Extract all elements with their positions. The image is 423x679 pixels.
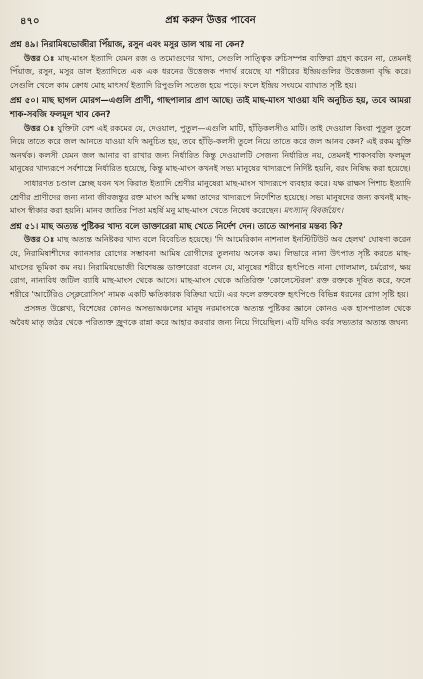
answer-label: উত্তর ঃ — [24, 53, 55, 63]
page-number: ৪৭০ — [20, 16, 40, 27]
answer-text: মাছ অত্যন্ত অনিষ্টকর খাদ্য বলে বিবেচিত হয়েছে। 'দি আমেরিকান নাশনাল ইনস্টিটিউট অব হেলথ' ঘোষণা করেন যে, নিরামিষাশীদের ক্যানসার রোগের সম্ভাবনা আমিষ রোগীদের তুলনায় অনেক কম। লিভারে নানা উৎপাত সৃষ্টি করতে মাছ-মাংসের ভূমিকা কম নয়। নিরামিষভোজী বিশেষজ্ঞ ডাক্তারেরা বলেন যে, মানুষের শরীরে হৃৎপিণ্ডে নানা গোলমাল, চর্মরোগ, ক্ষয় রোগ, নানাবিধ জটিল ব্যাধি মাছ-মাংস থেকে আসে। মাছ-মাংস থেকে অতিরিক্ত 'কোলেস্টেরল' রক্ত রক্তকে দূষিত করে, ফলে শরীরে 'আর্টেরিও স্ক্লেরোসিস' নামক একটি ক্ষতিকারক বিক্রিয়া ঘটে। এর ফলে রক্তবেক্ত হৃৎপিণ্ডে বিভিন্ন ধরনের রোগ সৃষ্টি হয়। — [10, 235, 412, 299]
question-heading: প্রশ্ন ৪৯। নিরামিষভোজীরা পিঁয়াজ, রসুন এবং মসুর ডাল খায় না কেন? — [10, 39, 245, 49]
answer-paragraph — [10, 122, 411, 176]
question-heading: প্রশ্ন ৫১। মাছ অত্যন্ত পুষ্টিকর খাদ্য বলে ডাক্তারেরা মাছ খেতে নির্দেশ দেন। তাতে আপনার মন্তব্য কি? — [10, 220, 343, 231]
question-heading: প্রশ্ন ৫০। মাছ ছাগল মোরগ—এগুলি প্রাণী, গাছপালার প্রাণ আছে। তাই মাছ-মাংস খাওয়া যদি অনুচিত হয়, তবে আমরা শাক-সবজি ফলমূল খাব কেন? — [10, 95, 411, 119]
body-paragraph — [10, 177, 411, 218]
page-content — [10, 38, 411, 329]
answer-label: উত্তর ঃ — [24, 123, 55, 133]
answer-text: মাছ-মাংস ইত্যাদি যেমন রজ ও তমোগুণের খাদ্য, সেগুলি সাত্ত্বিক রুচিসম্পন্ন ব্যক্তিরা গ্রহণ করেন না, তেমনই পিঁয়াজ, রসুন, মসুর ডাল ইত্যাদিতে এক এক ধরনের উত্তেজক পদার্থ রয়েছে যা শরীরের ইন্দ্রিয়গুলির উত্তেজনা বৃদ্ধি করে। সেগুলি খেলে কাম ক্রোধ মোহ মাৎসর্য ইত্যাদি রিপুগুলি সতেজ হয়ে পড়ে। ফলে ইন্দ্রিয় সংযমে ব্যাঘাত সৃষ্টি হয়। — [10, 53, 411, 90]
page-header — [10, 6, 411, 36]
paragraph-text: প্রসঙ্গত উল্লেখ্য, বিশেষের কোনও অসভ্যঅঞ্চলের মানুষ নরমাংসকে অত্যন্ত পুষ্টিকর জ্ঞানে কোনও এক হাসপাতাল থেকে অবৈধ মাতৃ জঠর থেকে পরিত্যক্ত জ্রূণকে রান্না করে আহার করবার জন্য নিয়ে গিয়েছিল। এটি যদিও বর্বর সভ্যতার অত্যন্ত জঘন্য — [10, 304, 411, 327]
answer-paragraph — [10, 52, 411, 93]
answer-paragraph — [10, 233, 411, 301]
qa-section — [10, 94, 411, 217]
paragraph-text: সাধারণত চণ্ডাল ম্লেচ্ছ যবন খস কিরাত ইত্যাদি শ্রেণীর মানুষেরা মাছ-মাংস খাদ্যরূপে ব্যবহার করে। যক্ষ রাক্ষস পিশাচ ইত্যাদি শ্রেণীর প্রাণীদের জন্য নানা জীবজন্তুর রক্ত মাংস অস্থি মজ্জা তাদের খাদ্যরূপে নির্দেশিত হয়েছে। সভ্য মানুষদের জন্য কখনই মাছ-মাংস স্বীকার করা হয়নি। মানব জাতির পিতা মহর্ষি মনু মাছ-মাংস খেতে নিষেধ করেছেন। — [10, 178, 411, 216]
qa-section — [10, 38, 411, 92]
answer-label: উত্তর ঃ — [24, 235, 55, 245]
running-title: প্রশ্ন করুন উত্তর পাবেন — [165, 15, 256, 26]
body-paragraph — [10, 302, 411, 329]
answer-text: যুক্তিটা বেশ এই রকমের যে, দেওয়াল, পুতুল—এগুলি মাটি, হাঁড়িকলসীও মাটি। তাই দেওয়াল কিংবা পুতুল তুলে নিয়ে তাতে করে জল আনতে যাওয়া যদি অনুচিত হয়, তবে হাঁড়ি-কলসী তুলে নিয়ে তাতে করে জল আনব কেন? এই রকম যুক্তি অনর্থক। কলসী যেমন জল আনার বা রাখার জন্য নির্ধারিত কিন্তু দেওয়ালটি সেজন্য নির্ধারিত নয়, তেমনই শাকসবজি ফলমূল মানুষের খাদ্যরূপে সর্বশাস্ত্রে নির্ধারিত হয়েছে, কিন্তু মাছ-মাংস কখনই সভ্য মানুষের খাদ্যরূপে নির্দিষ্ট হয়নি, বরং নিষিদ্ধ করা হয়েছে। — [10, 123, 412, 174]
sanskrit-quote: মৎস্যান্ বিবর্জয়েৎ। — [283, 206, 344, 216]
qa-section — [10, 220, 411, 330]
